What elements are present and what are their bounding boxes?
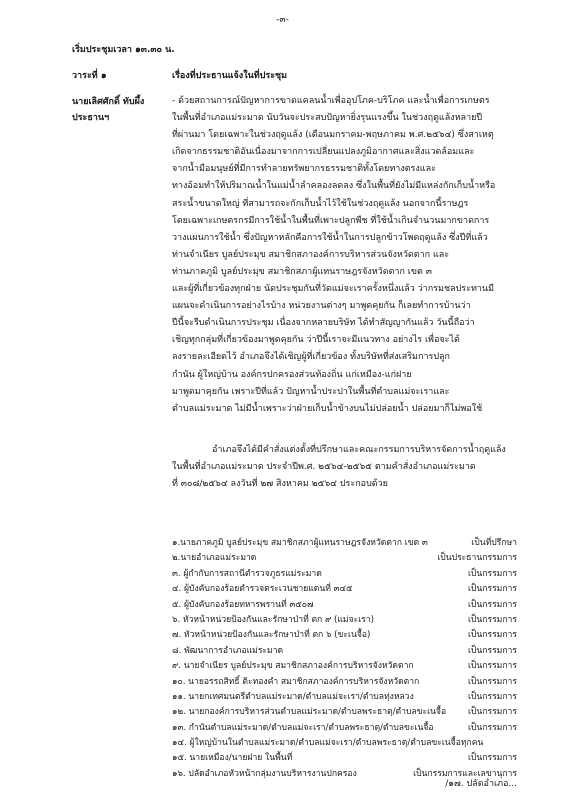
- committee-role: เป็นกรรมการ: [467, 568, 517, 579]
- committee-role: เป็นกรรมการ: [467, 722, 517, 733]
- paragraph-line: ในพื้นที่อำเภอแม่ระมาด นับวันจะประสบปัญหายิ่งรุนแรงขึ้น ในช่วงฤดูแล้งหลายปี: [172, 113, 483, 124]
- committee-member: ๑๕. นายเหมือง/นายฝาย ในพื้นที่: [172, 753, 293, 764]
- committee-item: [172, 613, 517, 628]
- committee-item: [172, 582, 517, 597]
- paragraph-line: ท่านภาคภูมิ บูลย์ประมุข สมาชิกสภาผู้แทนราษฎรจังหวัดตาก เขต ๓: [172, 266, 432, 277]
- committee-item: [172, 690, 517, 705]
- committee-member: ๑๒. นายกองค์การบริหารส่วนตำบลแม่ระมาด/ตำบลพระธาตุ/ตำบลขะเนจื้อ: [172, 707, 447, 718]
- committee-member: ๖. หัวหน้าหน่วยป้องกันและรักษาป่าที่ ตก ๙ (แม่จะเรา): [172, 614, 374, 625]
- paragraph-line: ท่านจำเนียร บูลย์ประมุข สมาชิกสภาองค์การบริหารส่วนจังหวัดตาก และ: [172, 249, 450, 260]
- committee-member: ๘. พัฒนาการอำเภอแม่ระมาด: [172, 645, 284, 656]
- speaker-name: นายเลิศศักดิ์ ทับผึ้ง: [72, 97, 145, 107]
- committee-member: ๑๖. ปลัดอำเภอหัวหน้ากลุ่มงานบริหารงานปกครอง: [172, 768, 357, 779]
- paragraph-line: ทางอ้อมทำให้ปริมาณน้ำในแม่น้ำลำคลองลดลง ซึ่งในพื้นที่ยังไม่มีแหล่งกักเก็บน้ำหรือ: [172, 181, 496, 192]
- committee-role: เป็นกรรมการ: [467, 645, 517, 656]
- committee-item: [172, 675, 517, 690]
- committee-role: เป็นกรรมการและเลขานุการ: [413, 768, 517, 779]
- committee-role: เป็นกรรมการ: [467, 661, 517, 672]
- paragraph-line: มาพูดมาคุยกัน เพราะปีที่แล้ว ปัญหาน้ำประปาในพื้นที่ตำบลแม่จะเราและ: [172, 386, 450, 397]
- paragraph-line: เชิญทุกกลุ่มที่เกี่ยวข้องมาพูดคุยกัน ว่าปีนี้เราจะมีแนวทาง อย่างไร เพื่อจะได้: [172, 335, 460, 346]
- speaker-role: ประธานฯ: [72, 113, 110, 123]
- committee-member: ๓. ผู้กำกับการสถานีตำรวจภูธรแม่ระมาด: [172, 568, 322, 579]
- committee-item: [172, 659, 517, 674]
- paragraph-2: [172, 442, 517, 493]
- committee-role: [511, 736, 517, 751]
- paragraph-line: ลงรายละเอียดไว้ อำเภอจึงได้เชิญผู้ที่เกี่ยวข้อง ทั้งบริษัทที่ส่งเสริมการปลูก: [172, 352, 451, 363]
- paragraph-line: เกิดจากธรรมชาติอันเนื่องมาจากการเปลี่ยนแปลงภูมิอากาศและสิ่งแวดล้อมและ: [172, 147, 475, 158]
- paragraph-line: - ด้วยสถานการณ์ปัญหาการขาดแคลนน้ำเพื่ออุปโภค-บริโภค และน้ำเพื่อการเกษตร: [172, 96, 490, 106]
- committee-role: เป็นประธานกรรมการ: [437, 553, 517, 564]
- agenda-label: วาระที่ ๑: [72, 71, 107, 81]
- paragraph-line: ในพื้นที่อำเภอแม่ระมาด ประจำปีพ.ศ. ๒๕๖๔-๒๕๖๕ ตามคำสั่งอำเภอแม่ระมาด: [172, 462, 476, 473]
- committee-item: [172, 551, 517, 566]
- paragraph-line: และผู้ที่เกี่ยวข้องทุกฝ่าย นัดประชุมกันที่วัดแม่จะเราครั้งหนึ่งแล้ว ว่ากรมชลประทานมี: [172, 284, 495, 295]
- committee-role: เป็นกรรมการ: [467, 707, 517, 718]
- committee-role: เป็นกรรมการ: [467, 630, 517, 641]
- committee-item: [172, 644, 517, 659]
- committee-role: เป็นกรรมการ: [467, 599, 517, 610]
- committee-member: ๑๔. ผู้ใหญ่บ้านในตำบลแม่ระมาด/ตำบลแม่จะเรา/ตำบลพระธาตุ/ตำบลขะเนจื้อทุกคน: [172, 738, 484, 749]
- paragraph-line: จากน้ำมือมนุษย์ที่มีการทำลายทรัพยากรธรรมชาติทั้งโดยทางตรงและ: [172, 164, 436, 175]
- paragraph-line: กำนัน ผู้ใหญ่บ้าน องค์กรปกครองส่วนท้องถิ่น แก่เหมือง-แก่ฝาย: [172, 369, 412, 380]
- committee-item: [172, 721, 517, 736]
- committee-member: ๒.นายอำเภอแม่ระมาด: [172, 553, 257, 564]
- paragraph-line: ที่ ๓๐๘/๒๕๖๔ ลงวันที่ ๒๗ สิงหาคม ๒๕๖๔ ประกอบด้วย: [172, 479, 388, 490]
- paragraph-line: ปีนี้จะรีบดำเนินการประชุม เนื่องจากหลายบริษัท ได้ทำสัญญากันแล้ว วันนี้ถือว่า: [172, 318, 475, 329]
- committee-role: เป็นกรรมการ: [467, 614, 517, 625]
- paragraph-line: อำเภอจึงได้มีคำสั่งแต่งตั้งที่ปรึกษาและคณะกรรมการบริหารจัดการน้ำฤดูแล้ง: [212, 445, 506, 455]
- paragraph-line: ตำบลแม่ระมาด ไม่มีน้ำเพราะว่าฝ่ายเก็บน้ำข้างบนไม่ปล่อยน้ำ ปล่อยมาก็ไม่พอใช้: [172, 403, 483, 414]
- committee-item: [172, 567, 517, 582]
- committee-member: ๕. ผู้บังคับกองร้อยทหารพรานที่ ๓๕๐๗: [172, 599, 314, 610]
- committee-member: ๙. นายจำเนียร บูลย์ประมุข สมาชิกสภาองค์การบริหารจังหวัดตาก: [172, 661, 414, 672]
- committee-role: เป็นกรรมการ: [467, 676, 517, 687]
- committee-role: เป็นกรรมการ: [467, 691, 517, 702]
- continuation-note: /๑๗. ปลัดอำเภอ...: [445, 779, 517, 789]
- committee-item: [172, 751, 517, 766]
- committee-member: ๗. หัวหน้าหน่วยป้องกันและรักษาป่าที่ ตก ๖ (ขะเนจื้อ): [172, 630, 371, 641]
- paragraph-line: ที่ผ่านมา โดยเฉพาะในช่วงฤดูแล้ง (เดือนมกราคม-พฤษภาคม พ.ศ.๒๕๖๔) ซึ่งสาเหตุ: [172, 130, 494, 141]
- paragraph-line: โดยเฉพาะเกษตรกรมีการใช้น้ำในพื้นที่เพาะปลูกพืช ที่ใช้น้ำเกินจำนวนมากขาดการ: [172, 215, 490, 226]
- committee-item: [172, 736, 517, 751]
- meeting-start: เริ่มประชุมเวลา ๑๓.๓๐ น.: [72, 45, 175, 55]
- committee-item: [172, 628, 517, 643]
- committee-item: [172, 598, 517, 613]
- committee-member: ๑๐. นายอรรถสิทธิ์ ติะทองคำ สมาชิกสภาองค์การบริหารจังหวัดตาก: [172, 676, 420, 687]
- committee-member: ๑๓. กำนันตำบลแม่ระมาด/ตำบลแม่จะเรา/ตำบลพระธาตุ/ตำบลขะเนจื้อ: [172, 722, 434, 733]
- paragraph-line: วางแผนการใช้น้ำ ซึ่งปัญหาหลักคือการใช้น้ำในการปลูกข้าวโพดฤดูแล้ง ซึ่งปีที่แล้ว: [172, 232, 488, 243]
- agenda-title: เรื่องที่ประธานแจ้งในที่ประชุม: [172, 71, 288, 81]
- committee-role: เป็นกรรมการ: [467, 584, 517, 595]
- committee-member: ๑๑. นายกเทศมนตรีตำบลแม่ระมาด/ตำบลแม่จะเรา/ตำบลทุ่งหลวง: [172, 691, 414, 702]
- committee-item: [172, 536, 517, 551]
- committee-item: [172, 705, 517, 720]
- committee-role: เป็นกรรมการ: [467, 753, 517, 764]
- page-number: -๓-: [276, 15, 289, 25]
- paragraph-line: แผนจะดำเนินการอย่างไรบ้าง หน่วยงานต่างๆ มาพูดคุยกัน ก็เลยทำการบ้านว่า: [172, 301, 471, 312]
- paragraph-1: [172, 93, 517, 418]
- committee-list: [172, 536, 517, 782]
- committee-role: เป็นที่ปรึกษา: [471, 538, 517, 548]
- committee-member: ๑.นายภาคภูมิ บูลย์ประมุข สมาชิกสภาผู้แทนราษฎรจังหวัดตาก เขต ๓: [172, 538, 428, 548]
- paragraph-line: สระน้ำขนาดใหญ่ ที่สามารถจะกักเก็บน้ำไว้ใช้ในช่วงฤดูแล้ง นอกจากนี้ราษฎร: [172, 198, 469, 209]
- committee-member: ๔. ผู้บังคับกองร้อยตำรวจตระเวนชายแดนที่ ๓๔๕: [172, 584, 353, 595]
